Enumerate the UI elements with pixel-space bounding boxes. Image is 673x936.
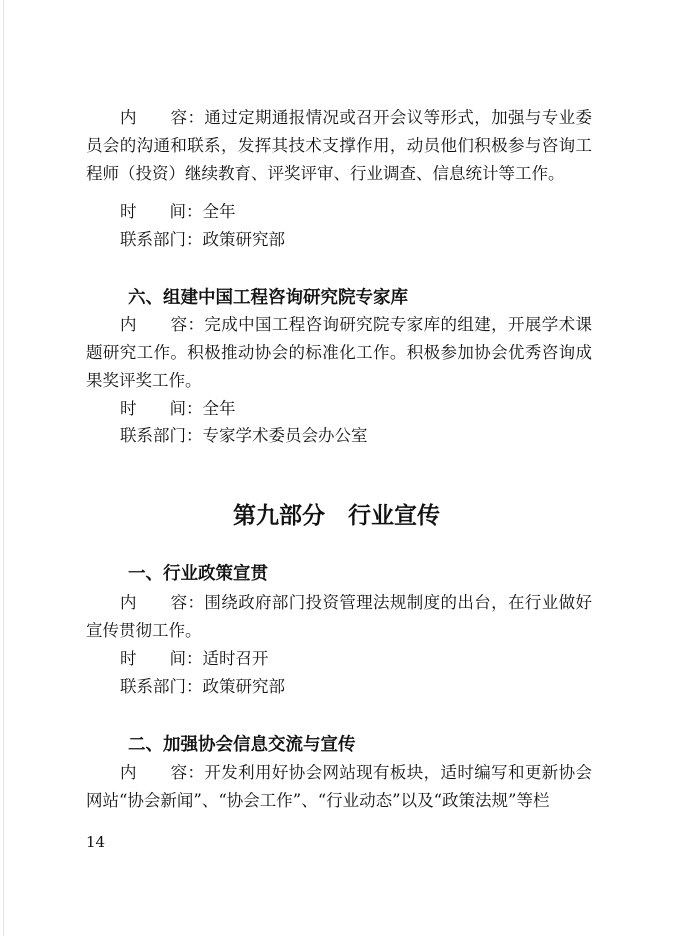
subsection-one-time: 时 间：适时召开 — [120, 649, 269, 668]
section-five-time: 时 间：全年 — [120, 202, 236, 221]
subsection-one-content: 内 容：围绕政府部门投资管理法规制度的出台，在行业做好宣传贯彻工作。 — [86, 593, 592, 640]
subsection-two-heading: 二、加强协会信息交流与宣传 — [128, 735, 356, 755]
subsection-two-content: 内 容：开发利用好协会网站现有板块，适时编写和更新协会网站“协会新闻”、“协会工作”、“行业动态”以及“政策法规”等栏 — [86, 763, 592, 810]
page-number: 14 — [86, 833, 106, 851]
section-five-department: 联系部门：政策研究部 — [120, 230, 285, 249]
subsection-one-heading: 一、行业政策宣贯 — [128, 564, 268, 584]
section-six-content: 内 容：完成中国工程咨询研究院专家库的组建，开展学术课题研究工作。积极推动协会的标准化工作。积极参加协会优秀咨询成果奖评奖工作。 — [86, 315, 592, 390]
section-five-content: 内 容：通过定期通报情况或召开会议等形式，加强与专业委员会的沟通和联系，发挥其技术支撑作用，动员他们积极参与咨询工程师（投资）继续教育、评奖评审、行业调查、信息统计等工作。 — [86, 108, 592, 183]
section-six-time: 时 间：全年 — [120, 399, 236, 418]
section-six-heading: 六、组建中国工程咨询研究院专家库 — [128, 288, 408, 308]
section-six-department: 联系部门：专家学术委员会办公室 — [120, 426, 368, 445]
part-nine-title: 第九部分 行业宣传 — [233, 503, 440, 529]
page-left-border — [3, 0, 4, 936]
subsection-one-department: 联系部门：政策研究部 — [120, 677, 285, 696]
